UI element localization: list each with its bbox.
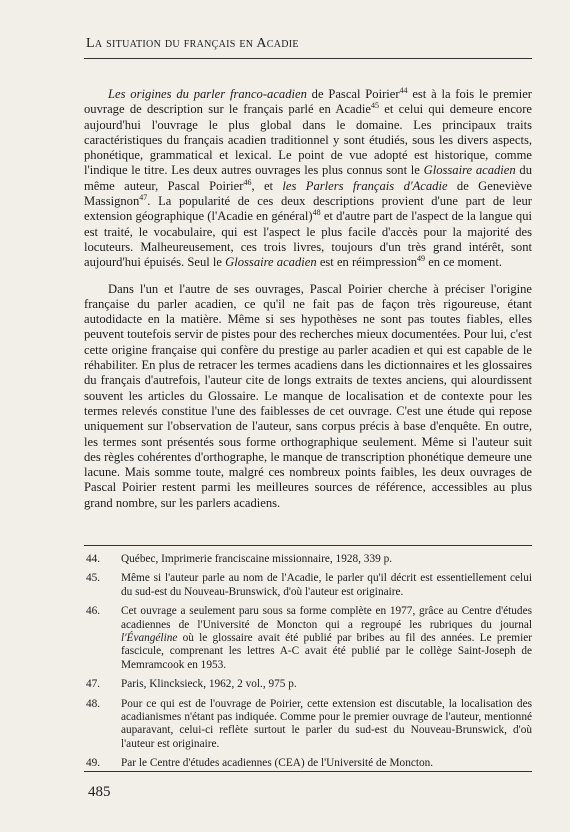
italic-title: les Parlers français d'Acadie xyxy=(282,178,448,193)
footnote-ref: 45 xyxy=(371,101,380,111)
footnote-number: 45. xyxy=(86,572,101,585)
page-number: 485 xyxy=(88,784,111,800)
main-text xyxy=(84,87,532,511)
footnote-ref: 46 xyxy=(243,177,252,187)
footnote xyxy=(84,572,532,599)
text-run: et d'autre part de l'aspect de la langue qui est traité, le vocabulaire, qui est l'aspect le plus facile d'accès pour la majorité des locuteurs. Malheureusement, ces trois livres, toujours d'un très grand intérêt, sont aujourd'hui épuisés. Seul le xyxy=(84,209,532,270)
footnote-text xyxy=(121,553,532,566)
header-rule xyxy=(84,58,532,59)
paragraph-2: Dans l'un et l'autre de ses ouvrages, Pascal Poirier cherche à préciser l'origine française du parler acadien, ce qu'il ne fait pas de façon très rigoureuse, étant autodidacte en la matière. Même si ses hypothèses ne sont pas toutes fiables, elles peuvent toutefois servir de pistes pour des recherches mieux documentées. Pour lui, c'est cette origine française qui confère du prestige au parler acadien et qui est capable de le réhabiliter. En plus de retracer les termes acadiens dans les dictionnaires et les glossaires du français d'autrefois, l'auteur cite de longs extraits de textes anciens, qui alourdissent souvent les articles du Glossaire. Le manque de localisation et de contexte pour les termes relevés constitue l'une des faiblesses de cet ouvrage. C'est une étude qui repose uniquement sur l'observation de l'auteur, sans corpus précis à base d'enquête. En outre, les termes sont présentés sous forme orthographique seulement. Même si l'auteur suit des règles cohérentes d'orthographe, le manque de transcription phonétique demeure une lacune. Mais somme toute, malgré ces nombreux points faibles, les deux ouvrages de Pascal Poirier restent parmi les meilleures sources de référence, accessibles au plus grand nombre, sur les parlers acadiens. xyxy=(84,281,532,510)
footnote-number: 44. xyxy=(86,553,101,565)
text-run: Cet ouvrage a seulement paru sous sa forme complète en 1977, grâce au Centre d'études acadiennes de l'Université de Moncton qui a regroupé les rubriques du journal xyxy=(121,605,532,631)
bottom-rule xyxy=(84,771,532,772)
footnotes xyxy=(84,553,532,777)
footnote-ref: 47 xyxy=(139,192,148,202)
italic-title: l'Évangéline xyxy=(121,632,178,645)
text-run: . La popularité de ces deux descriptions provient d'une part de leur extension géographique (l'Acadie en général) xyxy=(84,194,532,224)
footnote xyxy=(84,757,532,770)
footnote-ref: 48 xyxy=(312,208,321,218)
footnote-rule xyxy=(84,545,532,546)
italic-title: Les origines du parler franco-acadien xyxy=(108,87,307,101)
paragraph-1 xyxy=(84,87,532,271)
text-run: de Pascal Poirier xyxy=(306,87,400,101)
footnote xyxy=(84,553,532,566)
italic-title: Glossaire acadien xyxy=(225,255,317,270)
footnote-number: 47. xyxy=(86,678,101,691)
text-run: Même si l'auteur parle au nom de l'Acadie, le parler qu'il décrit est essentiellement celui du sud-est du Nouveau-Brunswick, d'où l'auteur est originaire. xyxy=(121,572,532,598)
text-run: en ce moment. xyxy=(425,255,502,270)
footnote-text xyxy=(121,678,532,691)
footnote-ref: 49 xyxy=(417,254,426,264)
footnote xyxy=(84,605,532,672)
running-header: La situation du français en Acadie xyxy=(86,36,299,51)
text-run: Paris, Klincksieck, 1962, 2 vol., 975 p. xyxy=(121,678,297,691)
footnote-number: 48. xyxy=(86,697,101,710)
text-run: est en réimpression xyxy=(316,255,418,270)
footnote-number: 46. xyxy=(86,605,101,618)
text-run: du même auteur, Pascal Poirier xyxy=(84,163,532,193)
footnote-ref: 44 xyxy=(399,85,408,95)
text-run: et celui qui demeure encore aujourd'hui l'ouvrage le plus global dans le domaine. Les principaux traits caractéristiques du français acadien traditionnel y sont étudiés, sous les divers aspects, phonétique, grammatical et lexical. Le point de vue adopté est historique, comme l'indique le titre. Les deux autres ouvrages les plus connus sont le xyxy=(84,102,532,178)
footnote xyxy=(84,678,532,691)
footnote-text xyxy=(121,698,532,752)
footnote-text xyxy=(121,605,532,672)
text-run: , et xyxy=(251,178,283,193)
text-run: de Geneviève Massignon xyxy=(84,178,532,209)
text-run: Par le Centre d'études acadiennes (CEA) de l'Université de Moncton. xyxy=(121,757,434,770)
footnote-text xyxy=(121,757,532,770)
text-run: Québec, Imprimerie franciscaine missionnaire, 1928, 339 p. xyxy=(121,553,393,565)
footnote xyxy=(84,698,532,752)
text-run: est à la fois le premier ouvrage de description sur le français parlé en Acadie xyxy=(84,87,532,117)
footnote-number: 49. xyxy=(86,757,101,770)
text-run: Pour ce qui est de l'ouvrage de Poirier, cette extension est discutable, la localisation des acadianismes n'étant pas indiquée. Comme pour le premier ouvrage de l'auteur, mentionné auparavant, celui-ci reflète surtout le parler du sud-est du Nouveau-Brunswick, d'où l'auteur est originaire. xyxy=(121,697,532,750)
text-run: où le glossaire avait été publié par bribes au fil des années. Le premier fascicule, comprenant les lettres A-C avait été publié par le collège Saint-Joseph de Memramcook en 1953. xyxy=(121,632,532,671)
footnote-text xyxy=(121,572,532,599)
italic-title: Glossaire acadien xyxy=(423,163,516,178)
